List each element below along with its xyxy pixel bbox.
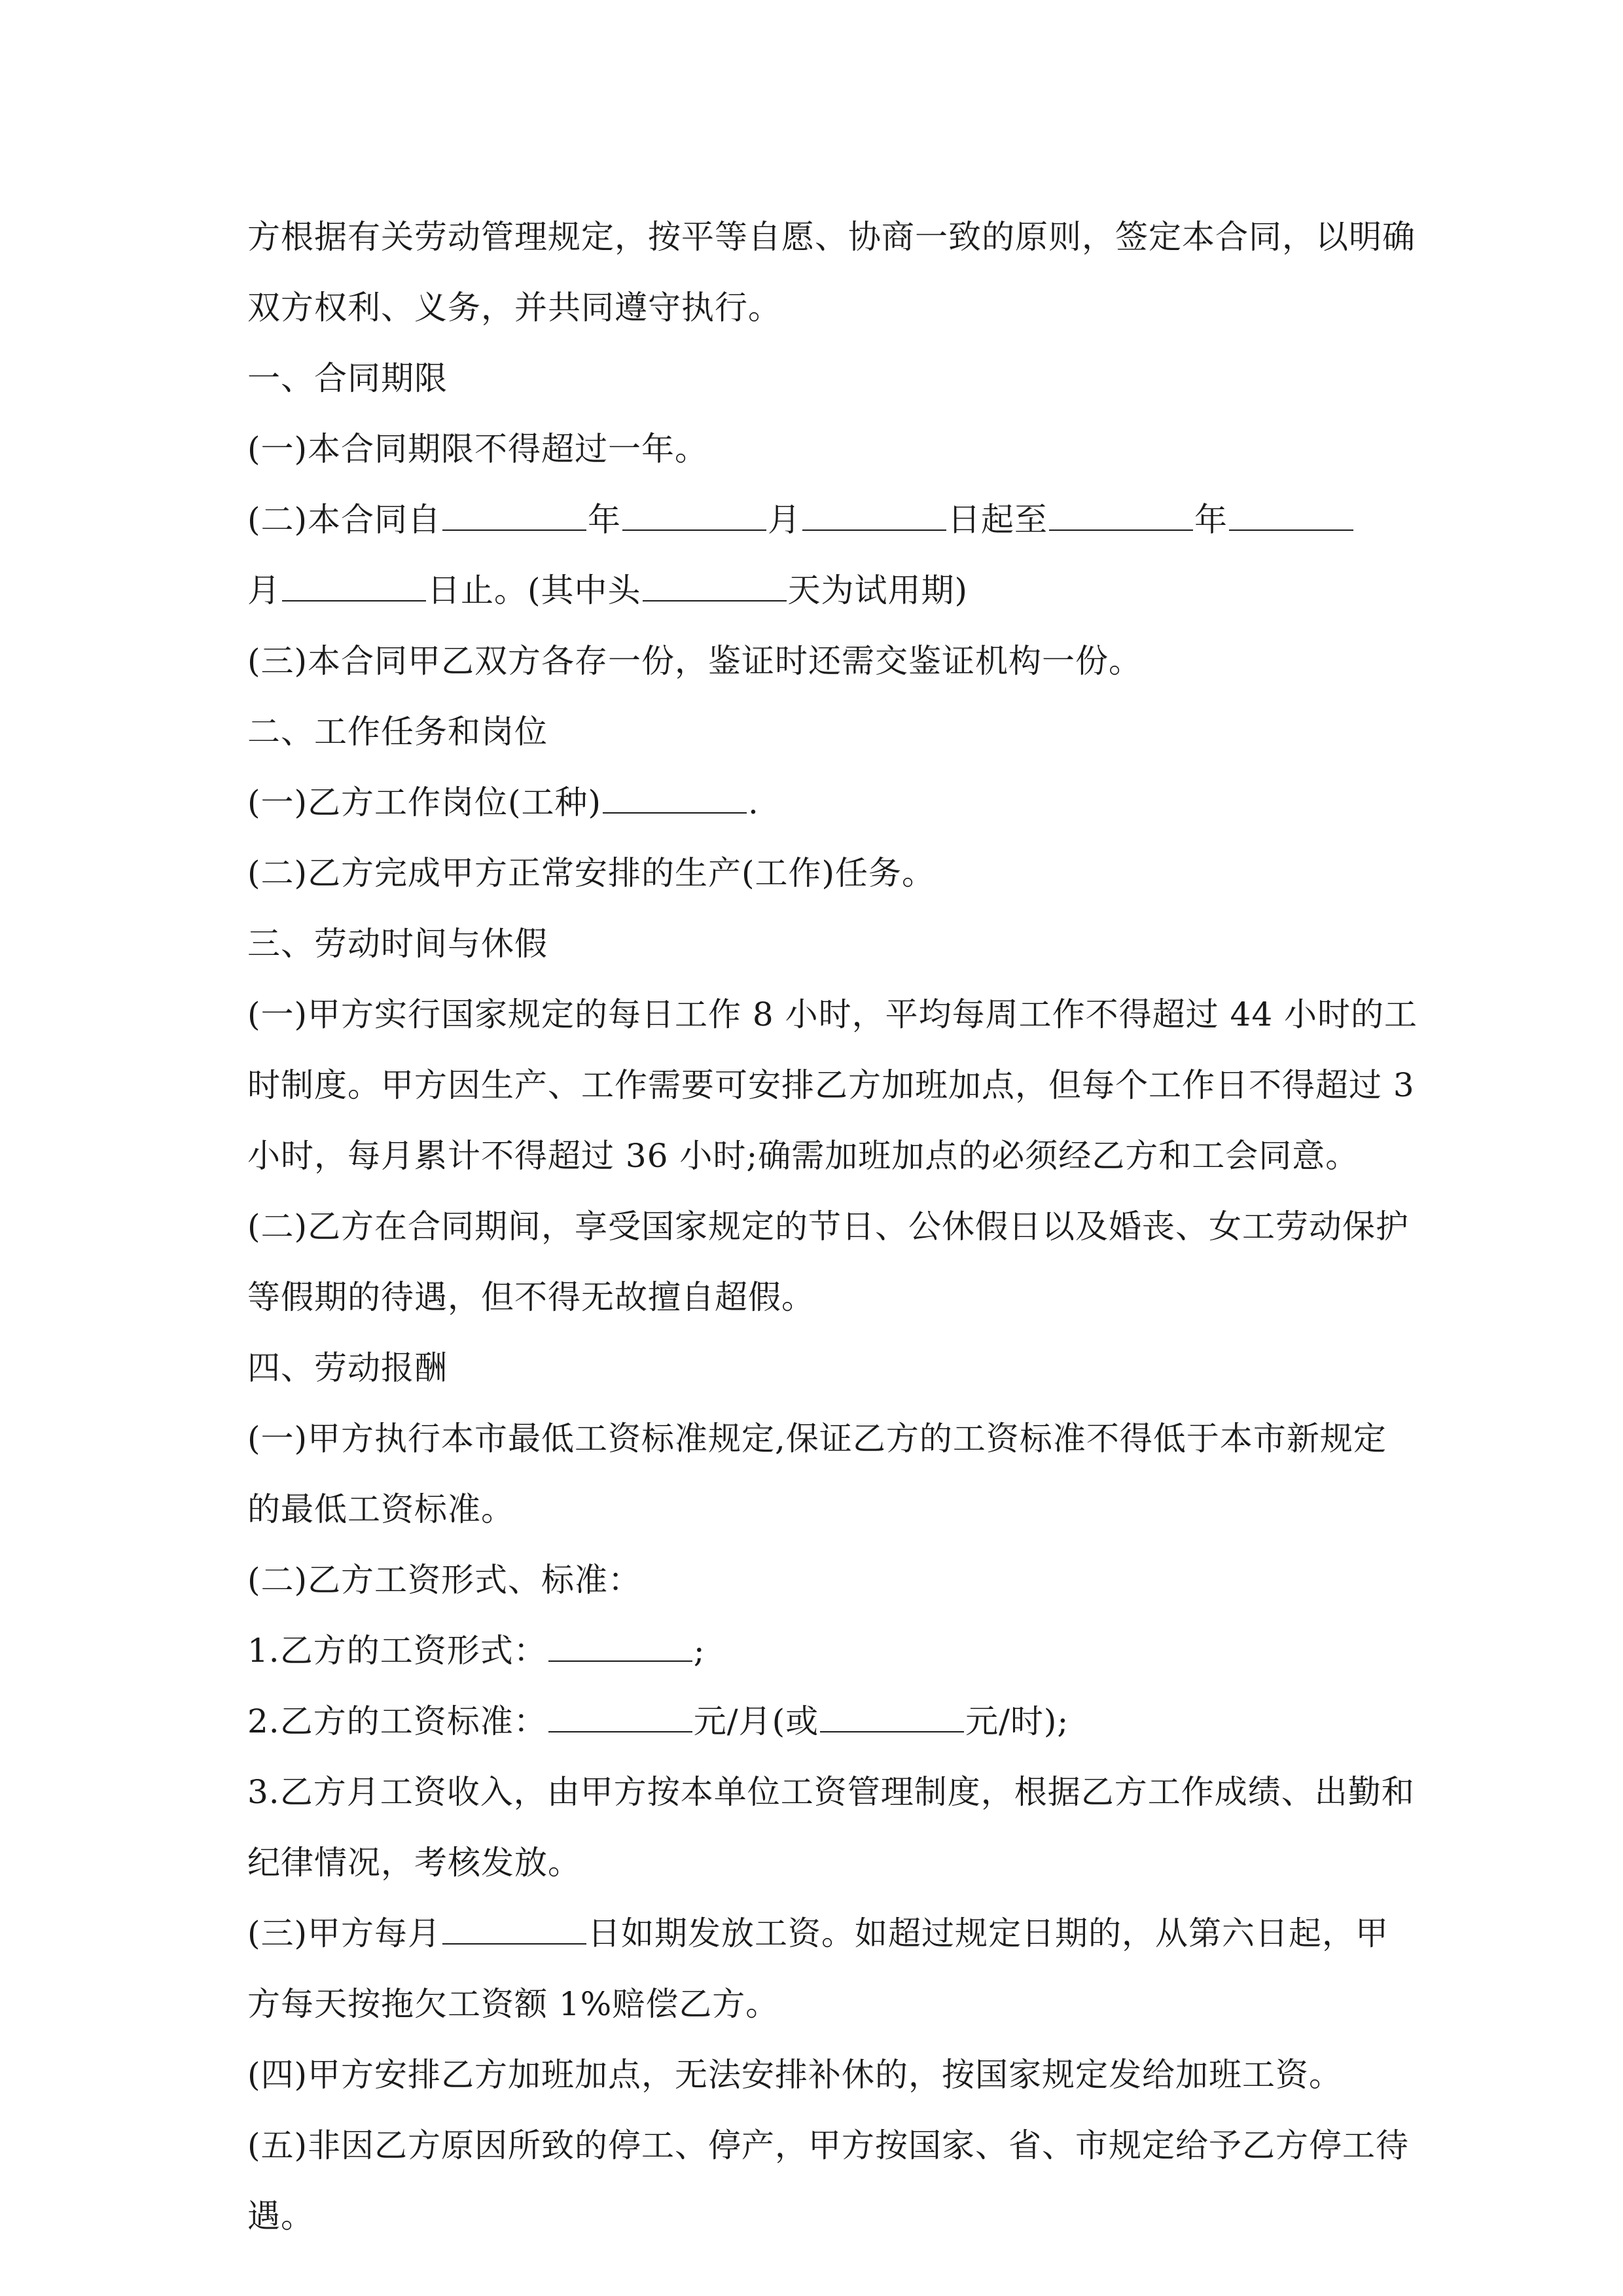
text-line: 遇。 [247, 2197, 314, 2235]
text-line: 方根据有关劳动管理规定，按平等自愿、协商一致的原则，签定本合同，以明确 [247, 218, 1416, 256]
blank-field [643, 574, 787, 601]
blank-field [442, 503, 586, 531]
text-line: (一)本合同期限不得超过一年。 [247, 430, 709, 468]
blank-field [1049, 503, 1193, 531]
text-fragment: 日起至 [948, 501, 1048, 539]
text-fragment: 日如期发放工资。如超过规定日期的，从第六日起，甲 [588, 1914, 1389, 1952]
section-heading-term: 一、合同期限 [247, 359, 448, 397]
text-line: (二)乙方工资形式、标准： [247, 1561, 642, 1599]
text-line: (二)乙方在合同期间，享受国家规定的节日、公休假日以及婚丧、女工劳动保护 [247, 1208, 1410, 1246]
blank-field [622, 503, 766, 531]
text-line: 方每天按拖欠工资额 1%赔偿乙方。 [247, 1985, 779, 2023]
blank-field [603, 786, 747, 814]
text-fragment: 日止。(其中头 [427, 571, 641, 609]
text-line: 的最低工资标准。 [247, 1490, 514, 1528]
term-dates-line [247, 555, 1386, 626]
blank-field [442, 1917, 586, 1945]
blank-field [282, 574, 426, 601]
text-fragment: 1.乙方的工资形式： [247, 1632, 547, 1670]
blank-field [548, 1634, 692, 1662]
text-fragment: (二)本合同自 [247, 501, 442, 539]
text-fragment: 2.乙方的工资标准： [247, 1702, 547, 1740]
section-heading-hours: 三、劳动时间与休假 [247, 925, 548, 963]
payday-line [247, 1898, 1389, 1969]
text-fragment: 年 [1194, 501, 1228, 539]
text-fragment: 月 [247, 571, 281, 609]
text-line: 小时，每月累计不得超过 36 小时;确需加班加点的必须经乙方和工会同意。 [247, 1137, 1359, 1175]
section-heading-work: 二、工作任务和岗位 [247, 713, 548, 751]
wage-form-line [247, 1615, 1386, 1686]
text-fragment: ; [693, 1632, 705, 1670]
text-fragment: 月 [768, 501, 802, 539]
text-line: 纪律情况，考核发放。 [247, 1844, 581, 1882]
wage-standard-line [247, 1686, 1386, 1757]
text-fragment: 天为试用期) [787, 571, 969, 609]
text-line: (二)乙方完成甲方正常安排的生产(工作)任务。 [247, 854, 936, 892]
text-fragment: 元/月(或 [693, 1702, 819, 1740]
text-fragment: . [748, 783, 759, 821]
text-fragment: 年 [588, 501, 622, 539]
blank-field [548, 1705, 692, 1732]
text-line: 等假期的待遇，但不得无故擅自超假。 [247, 1278, 815, 1316]
section-heading-pay: 四、劳动报酬 [247, 1349, 448, 1387]
text-line: (三)本合同甲乙双方各存一份，鉴证时还需交鉴证机构一份。 [247, 642, 1143, 680]
text-line: 3.乙方月工资收入，由甲方按本单位工资管理制度，根据乙方工作成绩、出勤和 [247, 1773, 1415, 1811]
text-line: 时制度。甲方因生产、工作需要可安排乙方加班加点，但每个工作日不得超过 3 [247, 1066, 1415, 1104]
text-line: (一)甲方实行国家规定的每日工作 8 小时，平均每周工作不得超过 44 小时的工 [247, 996, 1418, 1033]
blank-field [820, 1705, 964, 1732]
contract-page [247, 202, 1418, 2251]
term-dates-line [247, 484, 1386, 555]
blank-field [1229, 503, 1353, 531]
text-line: (五)非因乙方原因所致的停工、停产，甲方按国家、省、市规定给予乙方停工待 [247, 2126, 1410, 2164]
text-fragment: (三)甲方每月 [247, 1914, 442, 1952]
text-line: 双方权利、义务，并共同遵守执行。 [247, 289, 781, 327]
text-line: (四)甲方安排乙方加班加点，无法安排补休的，按国家规定发给加班工资。 [247, 2056, 1343, 2094]
text-line: (一)甲方执行本市最低工资标准规定,保证乙方的工资标准不得低于本市新规定 [247, 1420, 1387, 1458]
text-fragment: 元/时); [965, 1702, 1069, 1740]
text-fragment: (一)乙方工作岗位(工种) [247, 783, 602, 821]
blank-field [802, 503, 946, 531]
post-line [247, 767, 1386, 838]
